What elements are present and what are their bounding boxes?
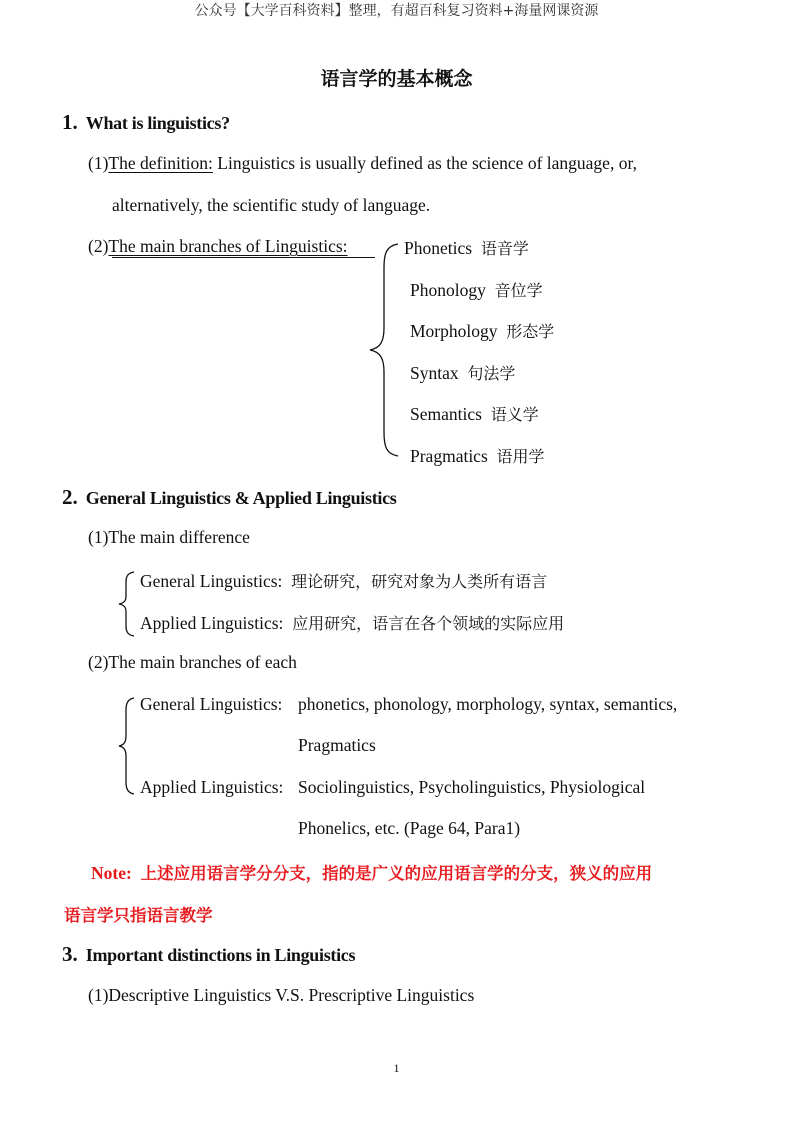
definition-line-1 <box>88 153 637 174</box>
branch-en: Phonology <box>410 280 486 300</box>
item-text: Descriptive Linguistics V.S. Prescriptive Linguistics <box>108 985 475 1005</box>
note-text: 上述应用语言学分分支，指的是广义的应用语言学的分支，狭义的应用 <box>140 864 653 883</box>
branch-item <box>410 402 539 425</box>
section-1-heading <box>62 110 230 135</box>
branch-item <box>410 444 545 467</box>
item-number: (1) <box>88 153 109 173</box>
page-title: 语言学的基本概念 <box>320 68 473 90</box>
page-number: 1 <box>393 1061 400 1075</box>
row-value: 理论研究，研究对象为人类所有语言 <box>291 572 548 591</box>
branch-en: Syntax <box>410 363 459 383</box>
branches-label: The main branches of Linguistics: <box>108 236 348 256</box>
page-header: 公众号【大学百科资料】整理，有超百科复习资料+海量网课资源 <box>194 3 599 19</box>
branch-en: Semantics <box>410 404 482 424</box>
item-number: (2) <box>88 652 109 672</box>
branch-en: Pragmatics <box>410 446 488 466</box>
branches-brace-icon <box>360 238 410 462</box>
item-number: (2) <box>88 236 109 256</box>
section-2-heading <box>62 485 397 510</box>
section-number: 1. <box>62 110 78 134</box>
branches-intro <box>88 236 348 257</box>
difference-intro <box>88 527 250 548</box>
branch-en: Phonetics <box>404 238 473 258</box>
note-line-2: 语言学只指语言教学 <box>64 906 213 925</box>
row-label: General Linguistics: <box>140 571 283 591</box>
note-line-1 <box>91 860 652 884</box>
section-number: 3. <box>62 942 78 966</box>
branch-cn: 语音学 <box>480 239 529 258</box>
branch-cn: 音位学 <box>494 281 543 300</box>
branch-cn: 句法学 <box>467 364 516 383</box>
branches-each-intro <box>88 652 297 673</box>
difference-row-general <box>140 569 547 592</box>
branches-row-applied-line2: Phonelics, etc. (Page 64, Para1) <box>298 818 521 838</box>
difference-row-applied <box>140 611 564 634</box>
branches-row-general-line1: phonetics, phonology, morphology, syntax, semantics, <box>298 694 678 714</box>
note-label: Note: <box>91 863 132 883</box>
branch-en: Morphology <box>410 321 498 341</box>
branch-item <box>410 361 515 384</box>
branch-cn: 语用学 <box>496 447 545 466</box>
branches-each-brace-icon <box>114 696 138 796</box>
branches-row-applied-line1: Sociolinguistics, Psycholinguistics, Physiological <box>298 777 646 797</box>
definition-line-2: alternatively, the scientific study of language. <box>112 195 431 215</box>
section-title: Important distinctions in Linguistics <box>85 945 356 965</box>
row-value: 应用研究，语言在各个领域的实际应用 <box>292 614 565 633</box>
row-label: Applied Linguistics: <box>140 613 284 633</box>
section-title: What is linguistics? <box>85 113 230 133</box>
branch-item <box>410 319 554 342</box>
definition-text: Linguistics is usually defined as the science of language, or, <box>212 153 637 173</box>
section-number: 2. <box>62 485 78 509</box>
branch-item <box>404 236 529 259</box>
branches-row-applied-label: Applied Linguistics: <box>140 777 284 797</box>
item-number: (1) <box>88 985 109 1005</box>
definition-label: The definition: <box>108 153 213 173</box>
section-3-heading <box>62 942 355 967</box>
branches-row-general-line2: Pragmatics <box>298 735 376 755</box>
label-underline-extension <box>112 257 375 258</box>
branch-cn: 形态学 <box>506 322 555 341</box>
branches-row-general-label: General Linguistics: <box>140 694 283 714</box>
difference-brace-icon <box>114 570 138 638</box>
section-title: General Linguistics & Applied Linguistics <box>85 488 397 508</box>
item-number: (1) <box>88 527 109 547</box>
branch-item <box>410 278 543 301</box>
item-text: The main difference <box>108 527 250 547</box>
item-text: The main branches of each <box>108 652 297 672</box>
branch-cn: 语义学 <box>490 405 539 424</box>
distinction-item <box>88 985 474 1006</box>
